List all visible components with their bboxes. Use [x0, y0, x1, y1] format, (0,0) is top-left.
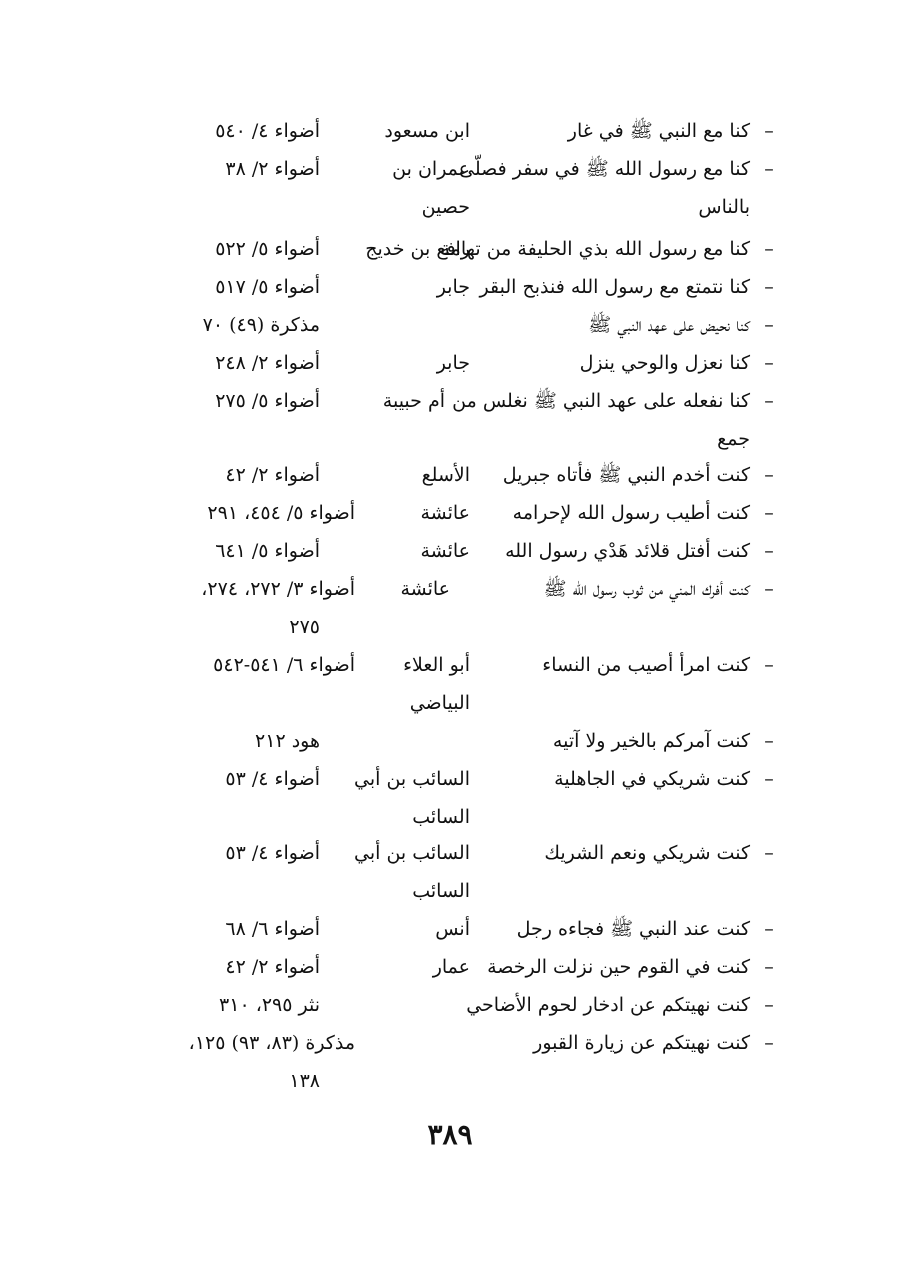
narrator: عائشة: [400, 578, 450, 600]
hadith-text: كنت أفتل قلائد هَدْي رسول الله: [505, 540, 750, 562]
narrator: السائب بن أبي: [354, 768, 470, 790]
index-entry: [110, 570, 790, 646]
index-entry: [110, 382, 790, 458]
index-entry: [110, 834, 790, 910]
source-reference: أضواء ٢/ ٢٤٨: [215, 352, 320, 374]
entry-dash: –: [764, 352, 774, 374]
entry-dash: –: [764, 918, 774, 940]
hadith-text: كنا نفعله على عهد النبي ﷺ نغلس من: [452, 390, 750, 412]
index-entry: [110, 760, 790, 836]
narrator-continuation: السائب: [412, 880, 470, 902]
entry-dash: –: [764, 502, 774, 524]
hadith-continuation: جمع: [717, 428, 750, 450]
hadith-continuation: بالناس: [698, 196, 750, 218]
entry-dash: –: [764, 768, 774, 790]
narrator: السائب بن أبي: [354, 842, 470, 864]
source-reference: أضواء ٦/ ٥٤١-٥٤٢: [213, 654, 355, 676]
index-entry: [110, 306, 790, 344]
source-reference: هود ٢١٢: [255, 730, 320, 752]
narrator: الأسلع: [421, 464, 470, 486]
hadith-text: كنا مع رسول الله بذي الحليفة من تهامة: [440, 238, 750, 260]
index-entry: [110, 344, 790, 382]
narrator: عائشة: [420, 540, 470, 562]
hadith-text: كنا مع النبي ﷺ في غار: [567, 120, 750, 142]
hadith-text: كنا مع رسول الله ﷺ في سفر فصلّى: [459, 158, 750, 180]
narrator-continuation: حصين: [421, 196, 470, 218]
hadith-text: كنت آمركم بالخير ولا آتيه: [552, 730, 750, 752]
hadith-text: كنت شريكي في الجاهلية: [554, 768, 750, 790]
narrator-continuation: السائب: [412, 806, 470, 828]
index-entry: [110, 646, 790, 722]
entry-dash: –: [764, 994, 774, 1016]
narrator: جابر: [436, 276, 470, 298]
entry-dash: –: [764, 842, 774, 864]
index-entry: [110, 268, 790, 306]
source-reference: مذكرة (٨٣، ٩٣) ١٢٥،: [188, 1032, 355, 1054]
source-reference: نثر ٢٩٥، ٣١٠: [219, 994, 320, 1016]
hadith-text: كنت أخدم النبي ﷺ فأتاه جبريل: [502, 464, 750, 486]
narrator: عمران بن: [392, 158, 470, 180]
index-entry: [110, 230, 790, 268]
index-entry: [110, 910, 790, 948]
entry-dash: –: [764, 158, 774, 180]
source-reference: أضواء ٤/ ٥٤٠: [215, 120, 320, 142]
index-entry: [110, 494, 790, 532]
hadith-text: كنت نهيتكم عن زيارة القبور: [533, 1032, 750, 1054]
hadith-text: كنت نهيتكم عن ادخار لحوم الأضاحي: [466, 994, 750, 1016]
entry-dash: –: [764, 956, 774, 978]
entry-dash: –: [764, 314, 774, 336]
narrator: ابن مسعود: [384, 120, 470, 142]
entry-dash: –: [764, 390, 774, 412]
entry-dash: –: [764, 578, 774, 600]
source-reference: أضواء ٥/ ٤٥٤، ٢٩١: [207, 502, 355, 524]
entry-dash: –: [764, 1032, 774, 1054]
hadith-text: كنت عند النبي ﷺ فجاءه رجل: [516, 918, 750, 940]
narrator: عمار: [432, 956, 470, 978]
narrator: أبو العلاء: [403, 654, 470, 676]
index-entry: [110, 456, 790, 494]
index-entry: [110, 986, 790, 1024]
entry-dash: –: [764, 730, 774, 752]
entry-dash: –: [764, 464, 774, 486]
narrator: عائشة: [420, 502, 470, 524]
hadith-text: كنت شريكي ونعم الشريك: [544, 842, 750, 864]
hadith-text: كنا نحيض على عهد النبي ﷺ: [588, 314, 750, 336]
index-entry: [110, 722, 790, 760]
narrator: أنس: [435, 918, 470, 940]
entry-dash: –: [764, 120, 774, 142]
source-continuation: ٢٧٥: [289, 616, 320, 638]
page-number: ٣٨٩: [427, 1118, 473, 1151]
source-reference: أضواء ٤/ ٥٣: [225, 842, 320, 864]
source-reference: أضواء ٥/ ٥١٧: [215, 276, 320, 298]
entry-dash: –: [764, 276, 774, 298]
source-reference: أضواء ٢/ ٣٨: [225, 158, 320, 180]
source-reference: أضواء ٥/ ٢٧٥: [215, 390, 320, 412]
source-reference: أضواء ٤/ ٥٣: [225, 768, 320, 790]
index-entry: [110, 1024, 790, 1100]
narrator: أم حبيبة: [382, 390, 445, 412]
source-reference: أضواء ٥/ ٥٢٢: [215, 238, 320, 260]
entry-dash: –: [764, 540, 774, 562]
hadith-text: كنت في القوم حين نزلت الرخصة: [487, 956, 750, 978]
source-reference: أضواء ٢/ ٤٢: [225, 464, 320, 486]
index-entry: [110, 948, 790, 986]
source-reference: أضواء ٦/ ٦٨: [225, 918, 320, 940]
narrator-continuation: البياضي: [409, 692, 470, 714]
hadith-text: كنت أطيب رسول الله لإحرامه: [512, 502, 750, 524]
source-continuation: ١٣٨: [289, 1070, 320, 1092]
hadith-text: كنا نتمتع مع رسول الله فنذبح البقر: [479, 276, 750, 298]
hadith-text: كنت أفرك المني من ثوب رسول الله ﷺ: [543, 578, 750, 600]
hadith-text: كنا نعزل والوحي ينزل: [579, 352, 750, 374]
source-reference: أضواء ٥/ ٦٤١: [215, 540, 320, 562]
entry-dash: –: [764, 238, 774, 260]
index-entry-continuation: [110, 188, 790, 226]
entry-dash: –: [764, 654, 774, 676]
source-reference: أضواء ٢/ ٤٢: [225, 956, 320, 978]
narrator: جابر: [436, 352, 470, 374]
hadith-text: كنت امرأ أصيب من النساء: [542, 654, 750, 676]
narrator: رافع بن خديج: [365, 238, 470, 260]
index-entry: [110, 532, 790, 570]
source-reference: مذكرة (٤٩) ٧٠: [202, 314, 320, 336]
source-reference: أضواء ٣/ ٢٧٢، ٢٧٤،: [201, 578, 355, 600]
